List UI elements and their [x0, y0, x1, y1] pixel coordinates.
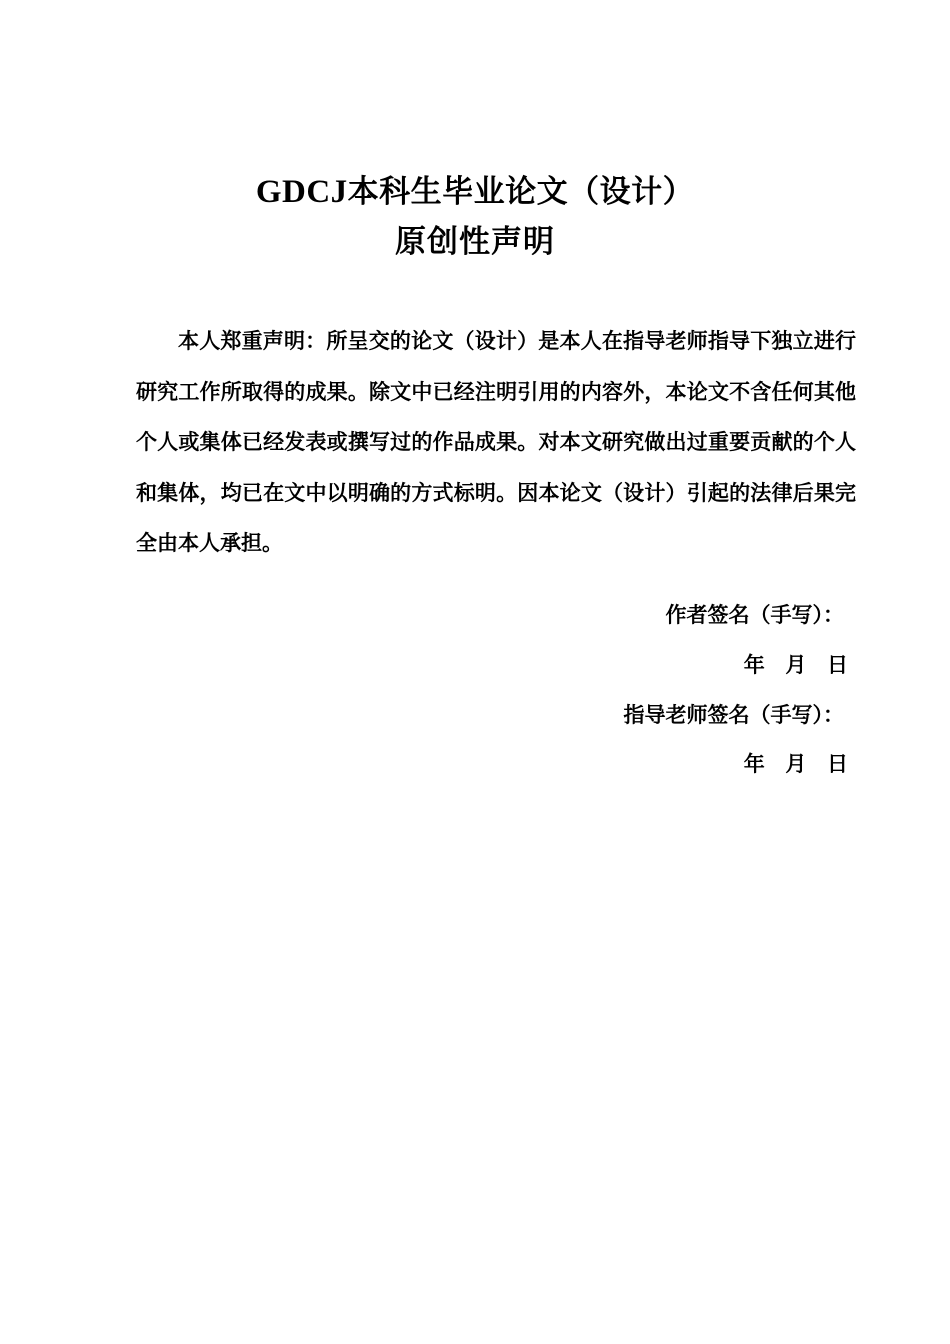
advisor-signature-label: 指导老师签名（手写）： [623, 703, 844, 727]
declaration-paragraph: 本人郑重声明：所呈交的论文（设计）是本人在指导老师指导下独立进行研究工作所取得的成果。除文中已经注明引用的内容外，本论文不含任何其他个人或集体已经发表或撰写过的作品成果。对本文研究做出过重要贡献的个人和集体，均已在文中以明确的方式标明。因本论文（设计）引起的法律后果完全由本人承担。 [136, 329, 856, 555]
document-subtitle: 原创性声明 [395, 224, 555, 260]
advisor-signature-date: 年 月 日 [743, 752, 850, 776]
title-main: 本科生毕业论文（设计） [347, 174, 695, 210]
author-signature-date: 年 月 日 [743, 653, 850, 677]
author-signature-label: 作者签名（手写）： [665, 603, 844, 627]
declaration-body [136, 316, 856, 569]
document-title [0, 168, 950, 216]
title-latin-prefix: GDCJ [255, 174, 348, 210]
